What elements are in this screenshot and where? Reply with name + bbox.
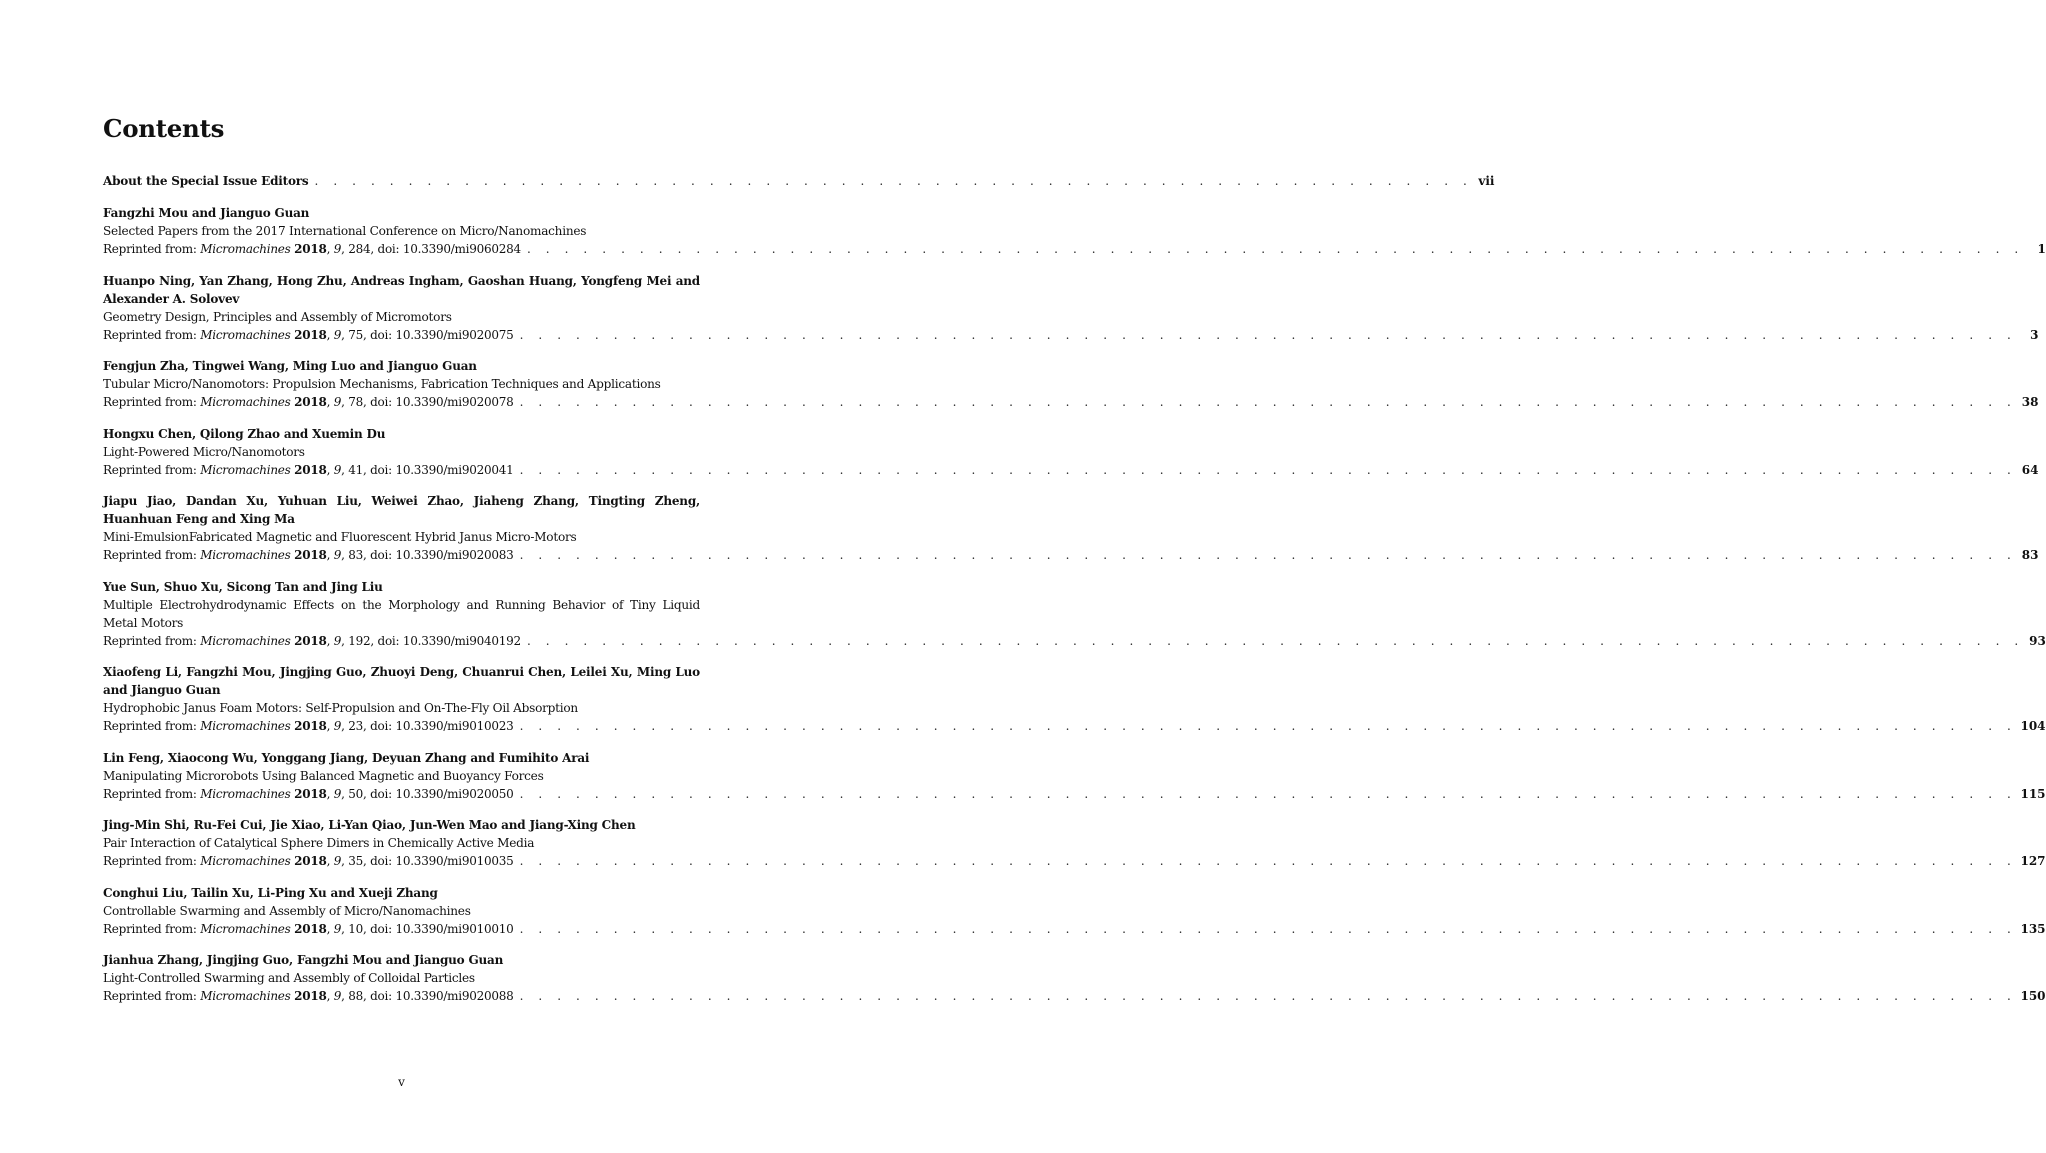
entry-year: 2018 xyxy=(294,242,327,256)
entry-year: 2018 xyxy=(294,633,327,648)
entry-year: 2018 xyxy=(294,854,327,868)
entry-volume: 9 xyxy=(333,786,342,801)
toc-entry-about-editors[interactable] xyxy=(103,172,1495,190)
entry-reference: Reprinted from: Micromachines 2018, 9, 35, doi: 10.3390/mi9010035 xyxy=(103,854,514,868)
page-number-footer: v xyxy=(398,1075,405,1089)
table-of-contents xyxy=(103,172,2046,1019)
entry-journal: Micromachines xyxy=(200,786,291,801)
entry-page-number: 150 xyxy=(2020,989,2046,1003)
entry-page-number: 135 xyxy=(2020,921,2046,936)
entry-year: 2018 xyxy=(294,786,327,801)
entry-authors: Yue Sun, Shuo Xu, Sicong Tan and Jing Liu xyxy=(103,579,383,594)
entry-authors: Lin Feng, Xiaocong Wu, Yonggang Jiang, Deyuan Zhang and Fumihito Arai xyxy=(103,750,590,765)
dot-leader: . . . . . . . . . . . . . . . . . . . . . . . . . . . . . . . . . . . . . . . . . . . . . . . . . . . . . . . . . . . . . . . . . . . . . . . . . . . . . . . . xyxy=(526,242,2024,256)
entry-year: 2018 xyxy=(294,719,327,733)
toc-entry[interactable] xyxy=(103,749,2046,803)
entry-reference-prefix: Reprinted from: xyxy=(103,548,197,562)
entry-page-number: 64 xyxy=(2021,462,2039,477)
toc-entry[interactable] xyxy=(103,884,2046,938)
entry-volume: 9 xyxy=(333,548,342,562)
entry-journal: Micromachines xyxy=(200,854,291,868)
entry-reference-prefix: Reprinted from: xyxy=(103,395,197,409)
entry-title: Controllable Swarming and Assembly of Micro/Nanomachines xyxy=(103,903,471,918)
entry-volume: 9 xyxy=(333,921,342,936)
entry-title: Multiple Electrohydrodynamic Effects on the Morphology and Running Behavior of Tiny Liquid Metal Motors xyxy=(103,597,700,630)
entry-reference: Reprinted from: Micromachines 2018, 9, 78, doi: 10.3390/mi9020078 xyxy=(103,395,514,409)
entry-title: Pair Interaction of Catalytical Sphere Dimers in Chemically Active Media xyxy=(103,836,535,850)
entry-doi: , 10, doi: 10.3390/mi9010010 xyxy=(341,921,514,936)
entry-page-number: 83 xyxy=(2021,548,2039,562)
entry-doi: , 50, doi: 10.3390/mi9020050 xyxy=(341,786,514,801)
entry-journal: Micromachines xyxy=(200,242,291,256)
entry-title: Geometry Design, Principles and Assembly of Micromotors xyxy=(103,309,452,324)
entry-page-number: 1 xyxy=(2037,242,2046,256)
entry-title: Selected Papers from the 2017 International Conference on Micro/Nanomachines xyxy=(103,224,587,238)
entry-reference: Reprinted from: Micromachines 2018, 9, 284, doi: 10.3390/mi9060284 xyxy=(103,242,521,256)
toc-entry[interactable] xyxy=(103,951,2046,1005)
entry-title: Light-Controlled Swarming and Assembly of Colloidal Particles xyxy=(103,971,475,985)
entry-reference-prefix: Reprinted from: xyxy=(103,921,197,936)
entry-reference-line xyxy=(103,240,2046,258)
entry-volume: 9 xyxy=(333,854,342,868)
entry-reference: Reprinted from: Micromachines 2018, 9, 41, doi: 10.3390/mi9020041 xyxy=(103,462,514,477)
entry-authors: Fangzhi Mou and Jianguo Guan xyxy=(103,206,310,220)
dot-leader: . . . . . . . . . . . . . . . . . . . . . . . . . . . . . . . . . . . . . . . . . . . . . . . . . . . . . . . . . . . . . . . . . . . . . . . . . . . . . . . . xyxy=(519,854,2017,868)
entry-journal: Micromachines xyxy=(200,989,291,1003)
entry-page-number: 127 xyxy=(2020,854,2046,868)
entry-reference: Reprinted from: Micromachines 2018, 9, 88, doi: 10.3390/mi9020088 xyxy=(103,989,514,1003)
entry-year: 2018 xyxy=(294,327,327,342)
entry-reference: Reprinted from: Micromachines 2018, 9, 50, doi: 10.3390/mi9020050 xyxy=(103,786,514,801)
entry-journal: Micromachines xyxy=(200,633,291,648)
entry-doi: , 78, doi: 10.3390/mi9020078 xyxy=(341,395,514,409)
entry-authors: Fengjun Zha, Tingwei Wang, Ming Luo and Jianguo Guan xyxy=(103,359,477,373)
dot-leader: . . . . . . . . . . . . . . . . . . . . . . . . . . . . . . . . . . . . . . . . . . . . . . . . . . . . . . . . . . . . . . . . . . . . . . . . . . . . . . . . xyxy=(526,633,2024,648)
entry-reference-prefix: Reprinted from: xyxy=(103,462,197,477)
entry-title: Hydrophobic Janus Foam Motors: Self-Propulsion and On-The-Fly Oil Absorption xyxy=(103,701,578,715)
entry-volume: 9 xyxy=(333,395,342,409)
entry-volume: 9 xyxy=(333,719,342,733)
entry-journal: Micromachines xyxy=(200,462,291,477)
entry-reference-prefix: Reprinted from: xyxy=(103,719,197,733)
dot-leader: . . . . . . . . . . . . . . . . . . . . . . . . . . . . . . . . . . . . . . . . . . . . . . . . . . . . . . . . . . . . . . . . . . . . . . . . . . . . . . . . xyxy=(519,327,2017,342)
entry-reference-prefix: Reprinted from: xyxy=(103,854,197,868)
dot-leader: . . . . . . . . . . . . . . . . . . . . . . . . . . . . . . . . . . . . . . . . . . . . . . . . . . . . . . . . . . . . . . . . . . . . . . . . . . . . . . . . xyxy=(519,921,2017,936)
entry-doi: , 83, doi: 10.3390/mi9020083 xyxy=(341,548,514,562)
about-editors-label: About the Special Issue Editors xyxy=(103,174,309,188)
dot-leader: . . . . . . . . . . . . . . . . . . . . . . . . . . . . . . . . . . . . . . . . . . . . . . . . . . . . . . . . . . . . . . . . . . . . . . . . . . . . . . . . xyxy=(519,786,2017,801)
entry-title: Mini-EmulsionFabricated Magnetic and Fluorescent Hybrid Janus Micro-Motors xyxy=(103,530,577,544)
toc-entry-list xyxy=(103,204,2046,1005)
entry-volume: 9 xyxy=(333,989,342,1003)
toc-entry[interactable] xyxy=(103,272,2039,344)
toc-entry[interactable] xyxy=(103,357,2039,411)
toc-entry[interactable] xyxy=(103,425,2039,479)
entry-reference-prefix: Reprinted from: xyxy=(103,327,197,342)
entry-volume: 9 xyxy=(333,327,342,342)
toc-entry[interactable] xyxy=(103,663,2046,735)
entry-journal: Micromachines xyxy=(200,921,291,936)
entry-authors: Xiaofeng Li, Fangzhi Mou, Jingjing Guo, Zhuoyi Deng, Chuanrui Chen, Leilei Xu, Ming Luo and Jianguo Guan xyxy=(103,665,700,697)
page-title: Contents xyxy=(103,114,225,143)
entry-reference-prefix: Reprinted from: xyxy=(103,242,197,256)
entry-title: Light-Powered Micro/Nanomotors xyxy=(103,444,305,459)
entry-year: 2018 xyxy=(294,395,327,409)
entry-volume: 9 xyxy=(333,242,342,256)
entry-authors: Jianhua Zhang, Jingjing Guo, Fangzhi Mou and Jianguo Guan xyxy=(103,953,504,967)
entry-journal: Micromachines xyxy=(200,327,291,342)
entry-title: Manipulating Microrobots Using Balanced Magnetic and Buoyancy Forces xyxy=(103,768,544,783)
entry-reference-line xyxy=(103,546,2039,564)
entry-journal: Micromachines xyxy=(200,719,291,733)
entry-reference-line xyxy=(103,326,2039,344)
entry-year: 2018 xyxy=(294,462,327,477)
entry-reference-prefix: Reprinted from: xyxy=(103,633,197,648)
entry-reference-line xyxy=(103,717,2046,735)
entry-authors: Jiapu Jiao, Dandan Xu, Yuhuan Liu, Weiwei Zhao, Jiaheng Zhang, Tingting Zheng, Huanhuan Feng and Xing Ma xyxy=(103,494,700,526)
entry-journal: Micromachines xyxy=(200,395,291,409)
entry-reference-line xyxy=(103,632,2046,650)
entry-page-number: 104 xyxy=(2020,719,2046,733)
entry-page-number: 93 xyxy=(2029,633,2046,648)
entry-reference-line xyxy=(103,461,2039,479)
entry-reference: Reprinted from: Micromachines 2018, 9, 75, doi: 10.3390/mi9020075 xyxy=(103,327,514,342)
entry-reference-line xyxy=(103,393,2039,411)
dot-leader: . . . . . . . . . . . . . . . . . . . . . . . . . . . . . . . . . . . . . . . . . . . . . . . . . . . . . . . . . . . . . . . . . . . . . . . . . . . . . . . . xyxy=(519,989,2017,1003)
dot-leader: . . . . . . . . . . . . . . . . . . . . . . . . . . . . . . . . . . . . . . . . . . . . . . . . . . . . . . . . . . . . . . . . . . . . . . . . . . . . . . . . xyxy=(519,462,2017,477)
entry-doi: , 41, doi: 10.3390/mi9020041 xyxy=(341,462,514,477)
entry-reference-line xyxy=(103,987,2046,1005)
entry-page-number: 3 xyxy=(2030,327,2039,342)
entry-year: 2018 xyxy=(294,989,327,1003)
entry-reference-prefix: Reprinted from: xyxy=(103,786,197,801)
entry-reference-line xyxy=(103,785,2046,803)
entry-journal: Micromachines xyxy=(200,548,291,562)
entry-page-number: 38 xyxy=(2021,395,2039,409)
toc-entry[interactable] xyxy=(103,204,2046,258)
entry-reference: Reprinted from: Micromachines 2018, 9, 10, doi: 10.3390/mi9010010 xyxy=(103,921,514,936)
about-editors-page: vii xyxy=(1478,174,1495,188)
entry-doi: , 35, doi: 10.3390/mi9010035 xyxy=(341,854,514,868)
entry-doi: , 192, doi: 10.3390/mi9040192 xyxy=(341,633,521,648)
entry-doi: , 88, doi: 10.3390/mi9020088 xyxy=(341,989,514,1003)
entry-authors: Jing-Min Shi, Ru-Fei Cui, Jie Xiao, Li-Yan Qiao, Jun-Wen Mao and Jiang-Xing Chen xyxy=(103,818,636,832)
entry-page-number: 115 xyxy=(2020,786,2046,801)
entry-reference: Reprinted from: Micromachines 2018, 9, 83, doi: 10.3390/mi9020083 xyxy=(103,548,514,562)
toc-entry[interactable] xyxy=(103,816,2046,870)
entry-year: 2018 xyxy=(294,548,327,562)
entry-volume: 9 xyxy=(333,633,342,648)
entry-reference: Reprinted from: Micromachines 2018, 9, 23, doi: 10.3390/mi9010023 xyxy=(103,719,514,733)
entry-volume: 9 xyxy=(333,462,342,477)
toc-entry[interactable] xyxy=(103,492,2039,564)
entry-year: 2018 xyxy=(294,921,327,936)
dot-leader: . . . . . . . . . . . . . . . . . . . . . . . . . . . . . . . . . . . . . . . . . . . . . . . . . . . . . . . . . . . . . . xyxy=(314,174,1473,188)
entry-authors: Conghui Liu, Tailin Xu, Li-Ping Xu and Xueji Zhang xyxy=(103,885,438,900)
entry-authors: Huanpo Ning, Yan Zhang, Hong Zhu, Andreas Ingham, Gaoshan Huang, Yongfeng Mei and Alexander A. Solovev xyxy=(103,273,700,306)
entry-doi: , 75, doi: 10.3390/mi9020075 xyxy=(341,327,514,342)
entry-reference: Reprinted from: Micromachines 2018, 9, 192, doi: 10.3390/mi9040192 xyxy=(103,633,521,648)
entry-reference-prefix: Reprinted from: xyxy=(103,989,197,1003)
entry-authors: Hongxu Chen, Qilong Zhao and Xuemin Du xyxy=(103,426,386,441)
entry-reference-line xyxy=(103,920,2046,938)
entry-title: Tubular Micro/Nanomotors: Propulsion Mechanisms, Fabrication Techniques and Applications xyxy=(103,377,661,391)
dot-leader: . . . . . . . . . . . . . . . . . . . . . . . . . . . . . . . . . . . . . . . . . . . . . . . . . . . . . . . . . . . . . . . . . . . . . . . . . . . . . . . . xyxy=(519,719,2017,733)
dot-leader: . . . . . . . . . . . . . . . . . . . . . . . . . . . . . . . . . . . . . . . . . . . . . . . . . . . . . . . . . . . . . . . . . . . . . . . . . . . . . . . . xyxy=(519,395,2017,409)
dot-leader: . . . . . . . . . . . . . . . . . . . . . . . . . . . . . . . . . . . . . . . . . . . . . . . . . . . . . . . . . . . . . . . . . . . . . . . . . . . . . . . . xyxy=(519,548,2017,562)
entry-doi: , 284, doi: 10.3390/mi9060284 xyxy=(341,242,521,256)
entry-doi: , 23, doi: 10.3390/mi9010023 xyxy=(341,719,514,733)
toc-entry[interactable] xyxy=(103,578,2046,650)
entry-reference-line xyxy=(103,852,2046,870)
